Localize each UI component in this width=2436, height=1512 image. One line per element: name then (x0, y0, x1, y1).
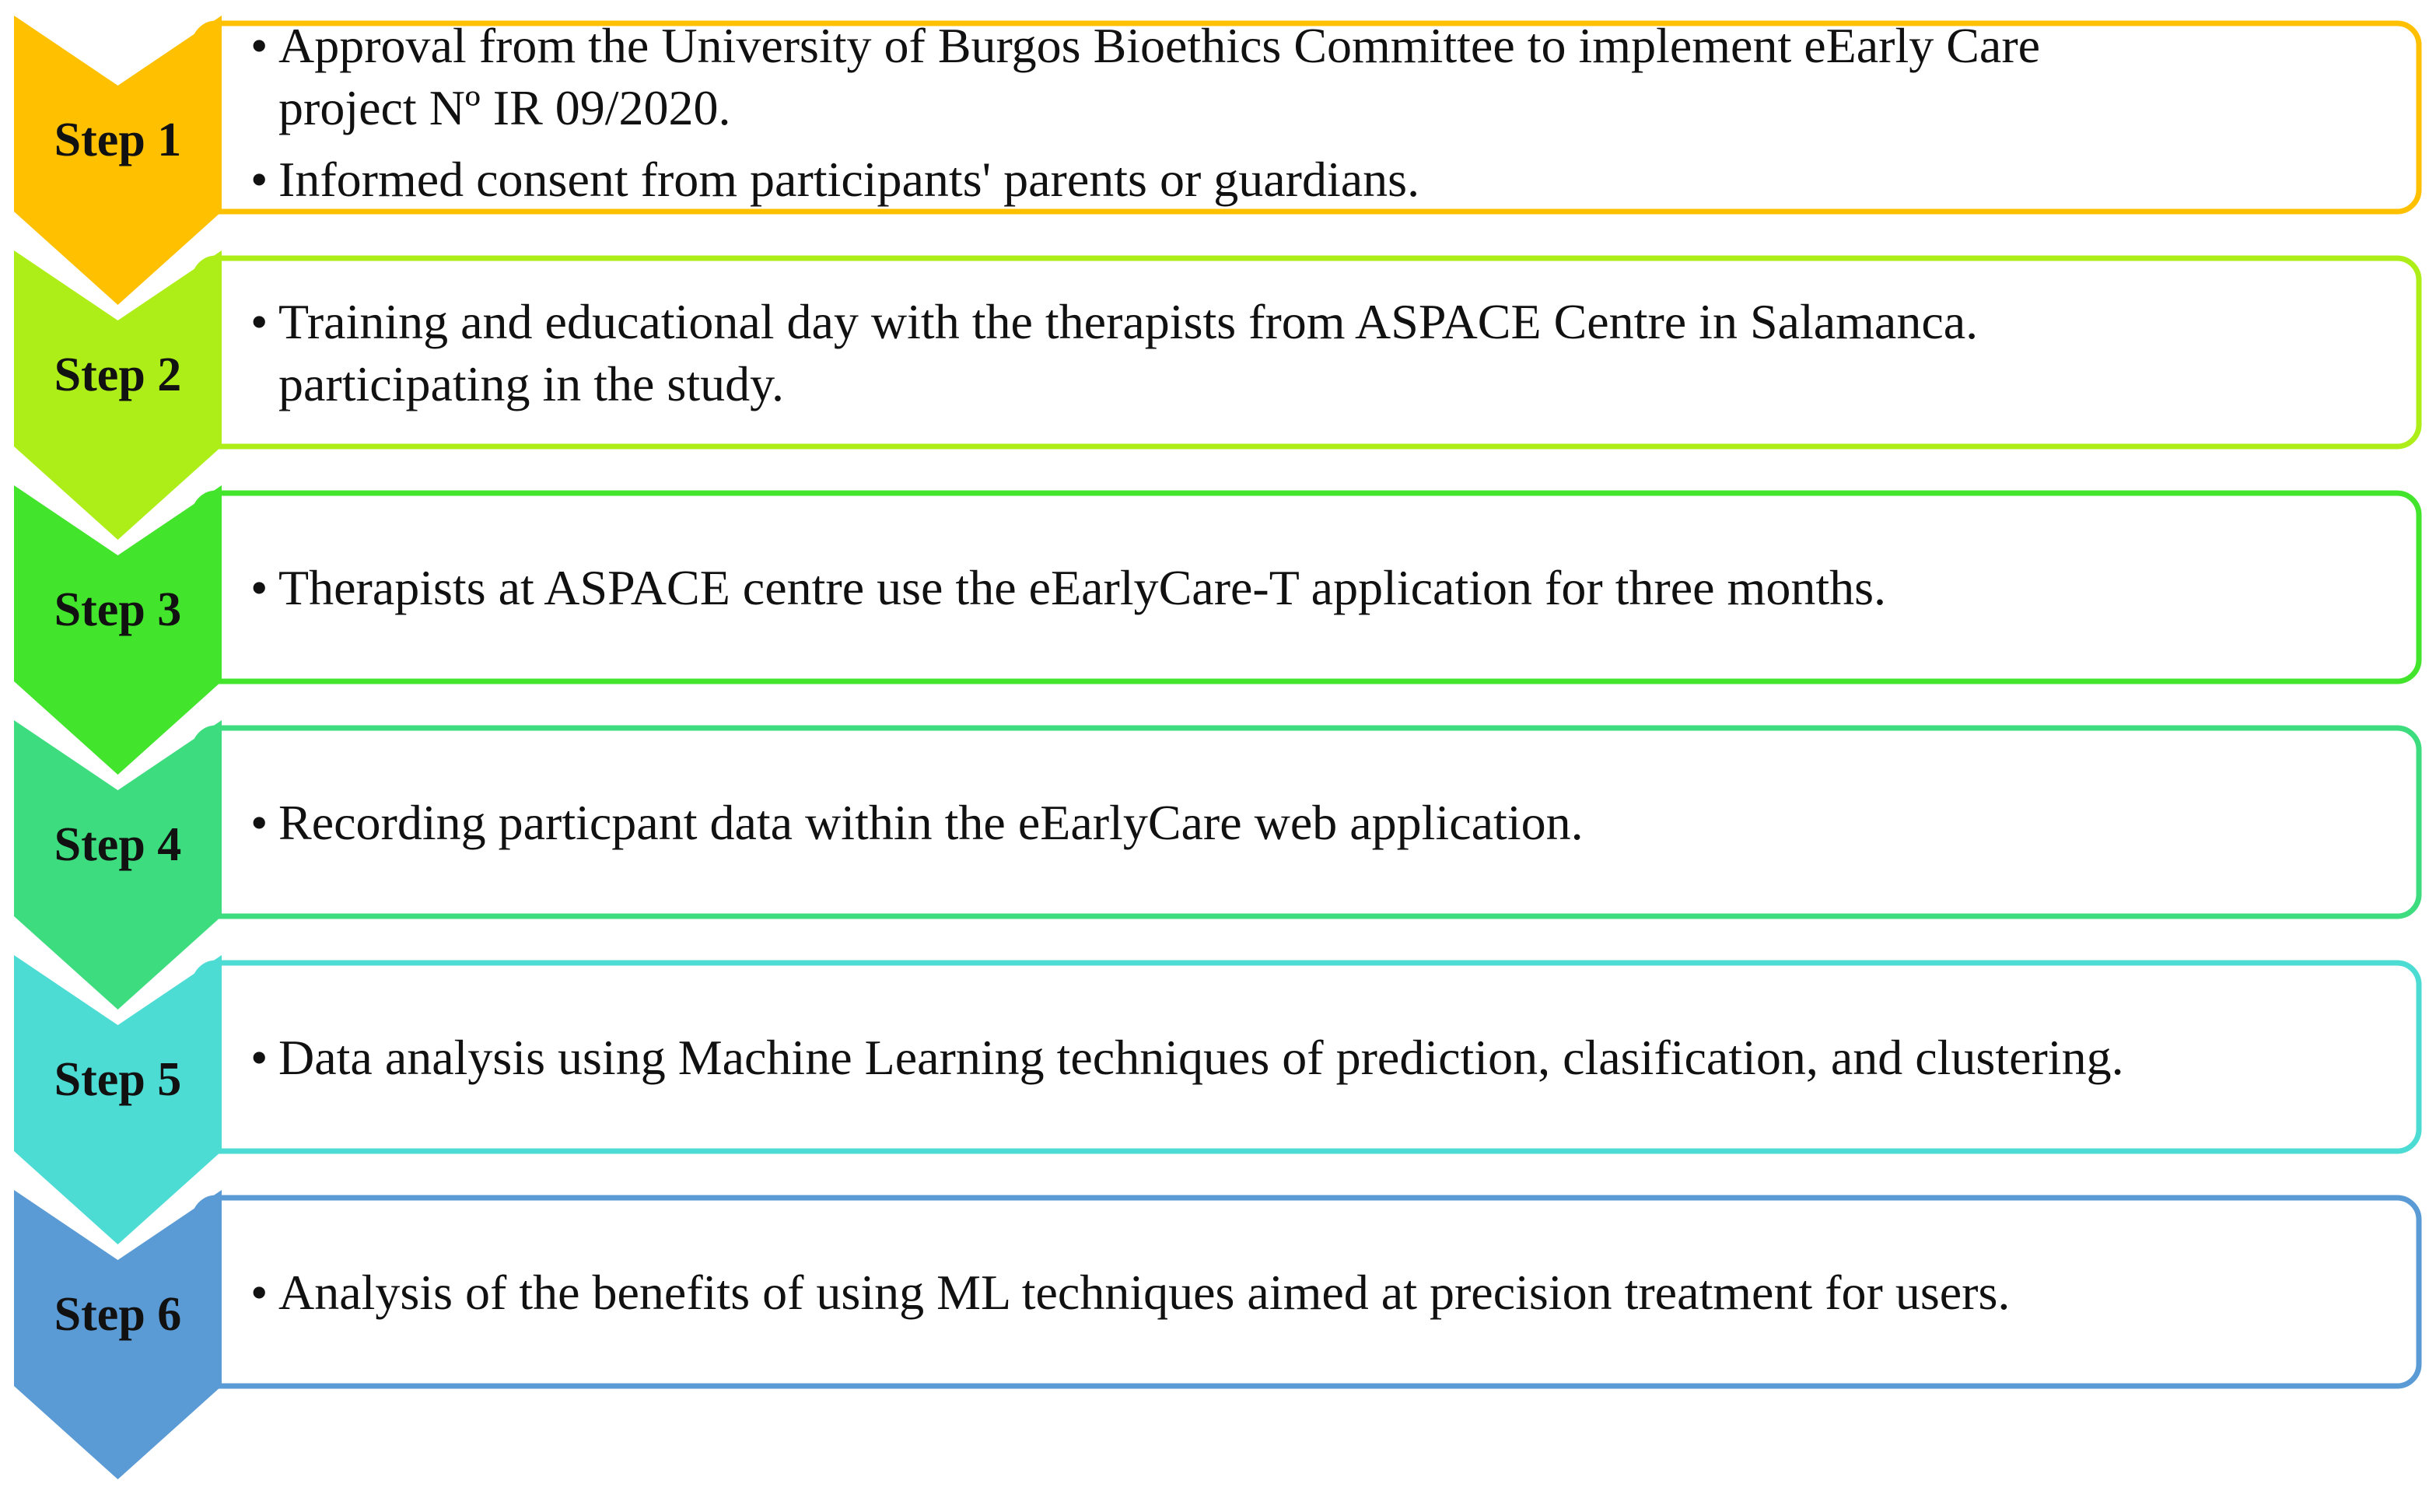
step-label: Step 4 (54, 818, 182, 871)
bullet-icon: • (250, 1265, 268, 1320)
step-bullet-item (250, 1030, 2124, 1085)
step-text-line: Training and educational day with the therapists from ASPACE Centre in Salamanca. (278, 294, 1979, 349)
step-content-box (194, 258, 2419, 446)
step-text-line: Recording particpant data within the eEarlyCare web application. (278, 795, 1584, 850)
step-6 (14, 1190, 2419, 1479)
step-text-line: participating in the study. (278, 356, 784, 411)
step-bullet-item (250, 560, 1886, 615)
step-text-line: project Nº IR 09/2020. (278, 80, 731, 135)
bullet-icon: • (250, 152, 268, 207)
step-label: Step 6 (54, 1288, 182, 1341)
step-text-line: Analysis of the benefits of using ML techniques aimed at precision treatment for users. (278, 1265, 2011, 1320)
bullet-icon: • (250, 560, 268, 615)
step-text-line: Approval from the University of Burgos Bioethics Committee to implement eEarly Care (278, 18, 2041, 73)
step-text-line: Data analysis using Machine Learning techniques of prediction, clasification, and clustering. (278, 1030, 2124, 1085)
bullet-icon: • (250, 1030, 268, 1085)
step-text-line: Therapists at ASPACE centre use the eEarlyCare-T application for three months. (278, 560, 1886, 615)
step-label: Step 2 (54, 348, 182, 401)
step-label: Step 1 (54, 114, 182, 166)
bullet-icon: • (250, 18, 268, 73)
step-bullet-item (250, 795, 1584, 850)
step-bullet-item (250, 1265, 2010, 1320)
bullet-icon: • (250, 294, 268, 349)
step-bullet-item (250, 152, 1419, 207)
step-text-line: Informed consent from participants' parents or guardians. (278, 152, 1420, 207)
bullet-icon: • (250, 795, 268, 850)
step-label: Step 3 (54, 583, 182, 636)
step-label: Step 5 (54, 1053, 182, 1106)
